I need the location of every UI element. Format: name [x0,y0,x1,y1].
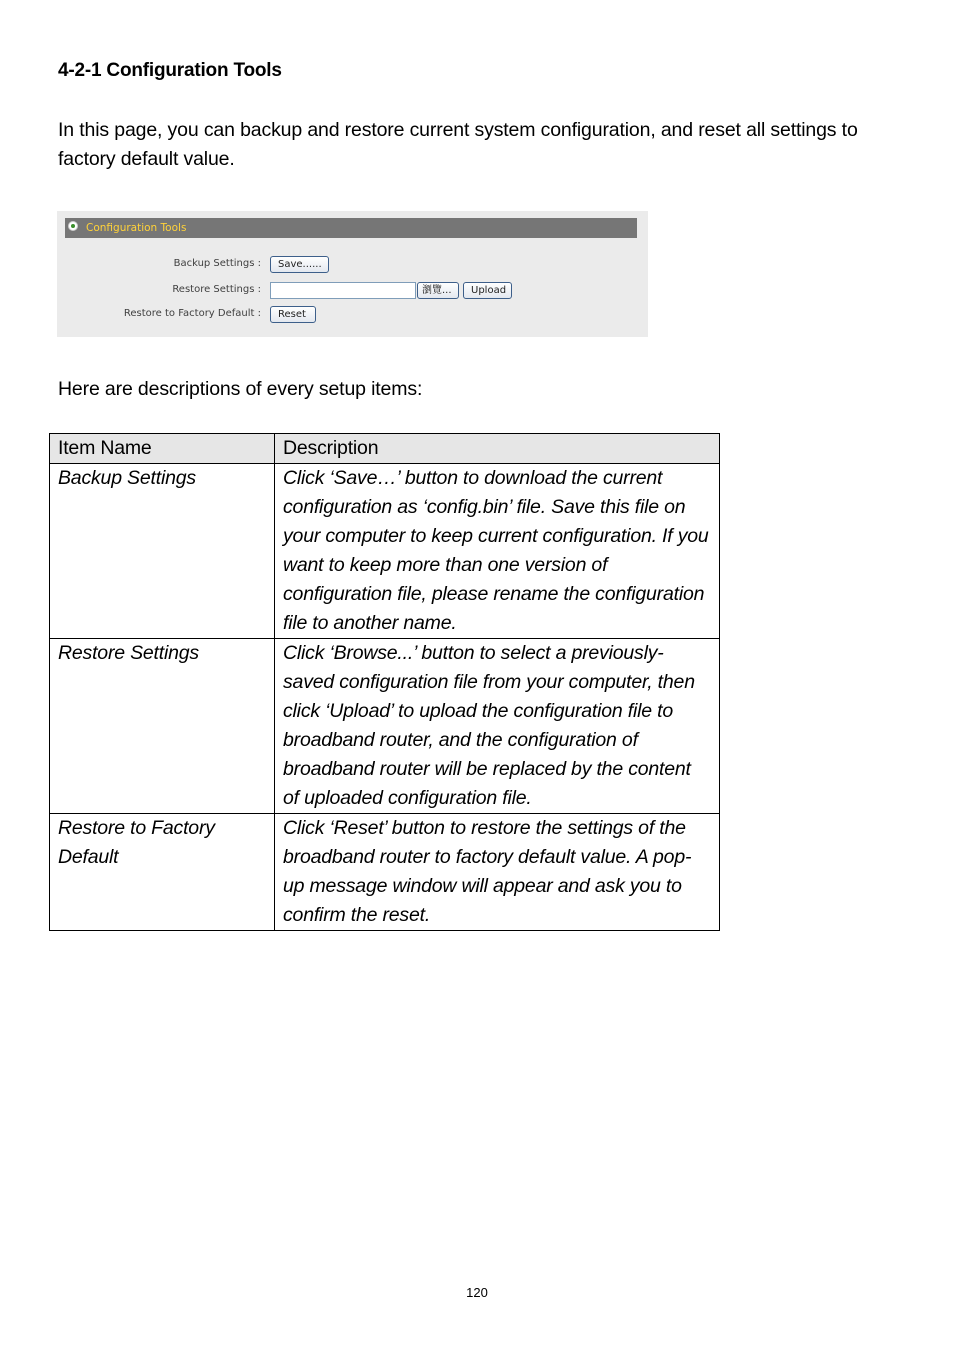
intro-paragraph: In this page, you can backup and restore current system configuration, and reset all settings to factory default value. [58,119,858,170]
upload-button[interactable]: Upload [463,282,512,299]
descriptions-table [49,433,720,931]
table-row [50,464,720,639]
configuration-tools-screenshot [57,211,648,337]
page-number: 120 [466,1285,488,1300]
backup-settings-label: Backup Settings : [173,258,261,269]
description-cell: Click ‘Browse...’ button to select a previously-saved configuration file from your computer, then click ‘Upload’ to upload the configuration file to broadband router, and the configuration of broadband router will be replaced by the content of uploaded configuration file. [275,639,720,814]
reset-button[interactable]: Reset [270,306,316,323]
description-cell: Click ‘Reset’ button to restore the settings of the broadband router to factory default value. A pop-up message window will appear and ask you to confirm the reset. [275,814,720,931]
header-description: Description [275,434,720,464]
save-button[interactable]: Save...... [270,256,329,273]
item-name-cell: Restore to Factory Default [50,814,275,931]
restore-settings-label: Restore Settings : [172,284,261,295]
panel-title: Configuration Tools [86,222,187,234]
browse-button[interactable]: 瀏覽... [417,282,459,299]
section-heading: 4-2-1 Configuration Tools [58,60,282,81]
table-header-row [50,434,720,464]
item-name-cell: Restore Settings [50,639,275,814]
table-row [50,814,720,931]
description-cell: Click ‘Save…’ button to download the current configuration as ‘config.bin’ file. Save this file on your computer to keep current configuration. If you want to keep more than one version of configuration file, please rename the configuration file to another name. [275,464,720,639]
header-item-name: Item Name [50,434,275,464]
bullet-icon [68,221,78,231]
item-name-cell: Backup Settings [50,464,275,639]
panel-header [65,218,637,238]
descriptions-intro: Here are descriptions of every setup items: [58,378,423,400]
table-row [50,639,720,814]
factory-default-label: Restore to Factory Default : [123,308,261,319]
file-path-input[interactable] [270,282,416,299]
